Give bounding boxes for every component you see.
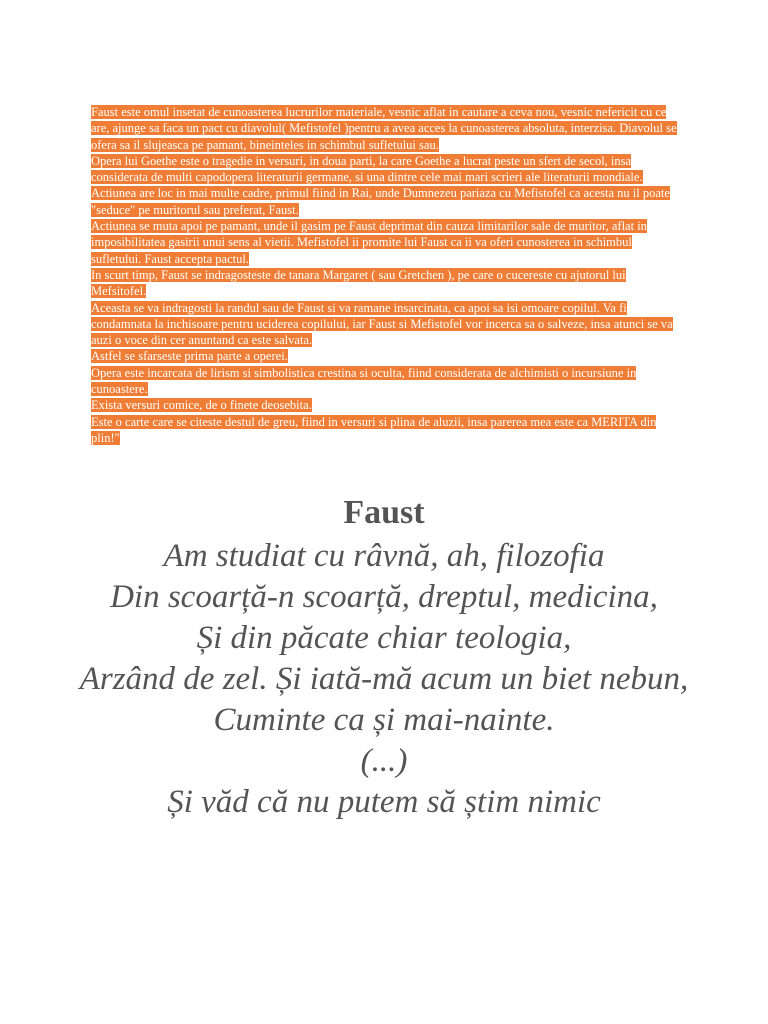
poem-line: Și din păcate chiar teologia, bbox=[196, 620, 572, 656]
summary-paragraph bbox=[91, 267, 681, 300]
summary-text: Opera este incarcata de lirism si simbolistica crestina si oculta, fiind considerata de alchimisti o incursiune in cunoastere. bbox=[91, 365, 637, 397]
summary-text: Faust este omul insetat de cunoasterea lucrurilor materiale, vesnic aflat in cautare a ceva nou, vesnic nefericit cu ce are, ajunge sa faca un pact cu diavolul( Mefistofel )pentru a avea acces la cunoasterea absoluta, interzisa. Diavolul se ofera sa il slujeasca pe pamant, bineinteles in schimbul sufletului sau. bbox=[91, 105, 677, 152]
summary-paragraph bbox=[91, 185, 681, 218]
summary-text: Astfel se sfarseste prima parte a operei. bbox=[91, 349, 288, 364]
summary-paragraph bbox=[91, 104, 681, 153]
summary-paragraph bbox=[91, 218, 681, 267]
highlighted-summary bbox=[91, 104, 681, 446]
poem-title: Faust bbox=[343, 494, 425, 531]
poem-line: Cuminte ca și mai-nainte. bbox=[213, 702, 555, 738]
summary-paragraph bbox=[91, 414, 681, 447]
summary-paragraph bbox=[91, 348, 681, 364]
summary-paragraph bbox=[91, 397, 681, 413]
summary-paragraph bbox=[91, 300, 681, 349]
summary-paragraph bbox=[91, 153, 681, 186]
summary-text: Actiunea are loc in mai multe cadre, primul fiind in Rai, unde Dumnezeu pariaza cu Mefistofel ca acesta nu il poate "seduce" pe muritorul sau preferat, Faust. bbox=[91, 186, 670, 217]
poem-line: Și văd că nu putem să știm nimic bbox=[167, 784, 601, 820]
summary-text: In scurt timp, Faust se indragosteste de tanara Margaret ( sau Gretchen ), pe care o cucereste cu ajutorul lui Mefsitofel. bbox=[91, 267, 626, 299]
poem-line: Din scoarță-n scoarță, dreptul, medicina, bbox=[110, 579, 658, 615]
summary-text: Este o carte care se citeste destul de greu, fiind in versuri si plina de aluzii, insa parerea mea este ca MERITA din plin!" bbox=[91, 414, 657, 445]
summary-paragraph bbox=[91, 365, 681, 398]
poem-line: (...) bbox=[360, 743, 408, 779]
summary-text: Exista versuri comice, de o finete deosebita. bbox=[91, 398, 312, 413]
summary-text: Actiunea se muta apoi pe pamant, unde il gasim pe Faust deprimat din cauza limitarilor sale de muritor, aflat in imposibilitatea gasirii unui sens al vietii. Mefistofel ii promite lui Faust ca ii va oferi cunosterea in schimbul sufletului. Faust accepta pactul. bbox=[91, 219, 647, 266]
summary-text: Aceasta se va indragosti la randul sau de Faust si va ramane insarcinata, ca apoi sa isi omoare copilul. Va fi condamnata la inchisoare pentru uciderea copilului, iar Faust si Mefistofel vor incerca sa o salveze, insa atunci se va auzi o voce din cer anuntand ca este salvata. bbox=[91, 300, 673, 348]
poem-line: Arzând de zel. Și iată-mă acum un biet nebun, bbox=[79, 661, 689, 697]
summary-text: Opera lui Goethe este o tragedie in versuri, in doua parti, la care Goethe a lucrat peste un sfert de secol, insa considerata de multi capodopera literaturii germane, si una dintre cele mai mari scrieri ale literaturii mondiale. bbox=[91, 153, 643, 185]
poem-excerpt bbox=[70, 490, 698, 823]
poem-line: Am studiat cu râvnă, ah, filozofia bbox=[163, 538, 605, 574]
